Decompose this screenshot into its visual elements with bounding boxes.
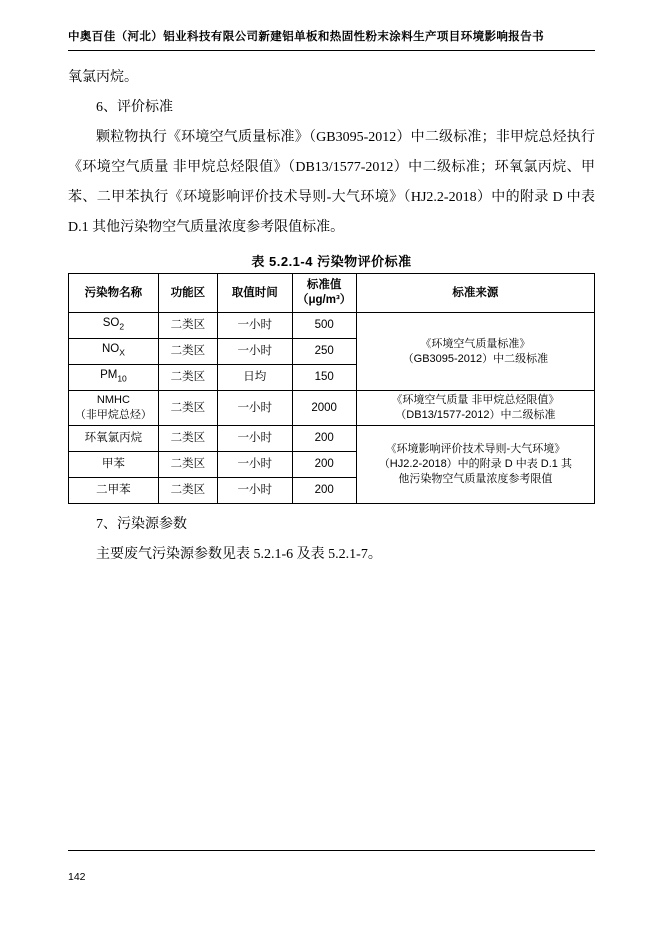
cell-pollutant-name <box>69 339 159 365</box>
cell-name-line1: NMHC <box>96 394 130 406</box>
cell-name-base: NO <box>101 343 120 356</box>
source-line-1: 《环境影响评价技术导则-大气环境》 <box>385 443 566 455</box>
cell-zone: 二类区 <box>158 365 217 391</box>
col-header-value-line1: 标准值 <box>306 279 342 291</box>
cell-value: 250 <box>292 339 356 365</box>
cell-pollutant-name: 甲苯 <box>69 452 159 478</box>
section-heading-pollution-source: 7、污染源参数 <box>96 517 187 532</box>
cell-time: 日均 <box>218 365 293 391</box>
continued-text: 氧氯丙烷。 <box>68 70 138 85</box>
cell-time: 一小时 <box>218 426 293 452</box>
paragraph-pollution-source: 主要废气污染源参数见表 5.2.1-6 及表 5.2.1-7。 <box>96 547 382 562</box>
page-number: 142 <box>68 871 86 883</box>
cell-pollutant-name <box>69 365 159 391</box>
cell-time: 一小时 <box>218 313 293 339</box>
source-line-1: 《环境空气质量标准》 <box>420 337 531 350</box>
header-divider <box>68 50 595 51</box>
cell-zone: 二类区 <box>158 339 217 365</box>
cell-zone: 二类区 <box>158 391 217 426</box>
cell-value: 150 <box>292 365 356 391</box>
cell-name-sub: X <box>119 347 125 358</box>
table-body <box>69 313 595 504</box>
table-row <box>69 313 595 339</box>
col-header-name: 污染物名称 <box>69 274 159 313</box>
cell-source <box>356 313 594 391</box>
section-heading-evaluation-standard: 6、评价标准 <box>96 100 173 115</box>
col-header-time: 取值时间 <box>218 274 293 313</box>
table-header-row <box>69 274 595 313</box>
col-header-zone: 功能区 <box>158 274 217 313</box>
source-line-3: 他污染物空气质量浓度参考限值 <box>398 473 553 485</box>
col-header-value <box>292 274 356 313</box>
pollutant-standard-table <box>68 273 595 504</box>
source-line-2: （HJ2.2-2018）中的附录 D 中表 D.1 其 <box>378 458 572 470</box>
cell-name-base: PM <box>100 369 118 382</box>
page-content <box>68 28 595 570</box>
cell-zone: 二类区 <box>158 452 217 478</box>
cell-value: 500 <box>292 313 356 339</box>
cell-value: 200 <box>292 452 356 478</box>
source-line-1: 《环境空气质量 非甲烷总烃限值》 <box>391 394 560 406</box>
cell-source <box>356 426 594 504</box>
cell-name-sub: 2 <box>119 321 125 332</box>
cell-pollutant-name: 环氧氯丙烷 <box>69 426 159 452</box>
cell-time: 一小时 <box>218 391 293 426</box>
cell-time: 一小时 <box>218 339 293 365</box>
cell-time: 一小时 <box>218 452 293 478</box>
cell-zone: 二类区 <box>158 313 217 339</box>
cell-source <box>356 391 594 426</box>
page-header-title: 中奥百佳（河北）铝业科技有限公司新建铝单板和热固性粉末涂料生产项目环境影响报告书 <box>68 31 544 43</box>
paragraph-evaluation-standard: 颗粒物执行《环境空气质量标准》（GB3095-2012）中二级标准；非甲烷总烃执行《环境空气质量 非甲烷总烃限值》（DB13/1577-2012）中二级标准；环氧氯丙烷、甲苯、二甲苯执行《环境影响评价技术导则-大气环境》（HJ2.2-2018）中的附录 D 中表 D.1 其他污染物空气质量浓度参考限值标准。 <box>68 130 595 235</box>
cell-name-sub: 10 <box>117 373 127 384</box>
cell-value: 200 <box>292 478 356 504</box>
cell-time: 一小时 <box>218 478 293 504</box>
source-line-2: （DB13/1577-2012）中二级标准 <box>395 409 556 421</box>
col-header-value-line2: （μg/m³） <box>297 294 352 306</box>
cell-pollutant-name <box>69 391 159 426</box>
footer-divider <box>68 850 595 851</box>
cell-value: 2000 <box>292 391 356 426</box>
table-row <box>69 426 595 452</box>
cell-zone: 二类区 <box>158 426 217 452</box>
cell-pollutant-name: 二甲苯 <box>69 478 159 504</box>
cell-name-base: SO <box>102 317 120 330</box>
col-header-source: 标准来源 <box>356 274 594 313</box>
cell-name-line2: （非甲烷总烃） <box>74 409 152 421</box>
source-line-2: （GB3095-2012）中二级标准 <box>402 352 549 365</box>
cell-zone: 二类区 <box>158 478 217 504</box>
table-row <box>69 391 595 426</box>
cell-pollutant-name <box>69 313 159 339</box>
cell-value: 200 <box>292 426 356 452</box>
table-caption: 表 5.2.1-4 污染物评价标准 <box>251 254 412 269</box>
